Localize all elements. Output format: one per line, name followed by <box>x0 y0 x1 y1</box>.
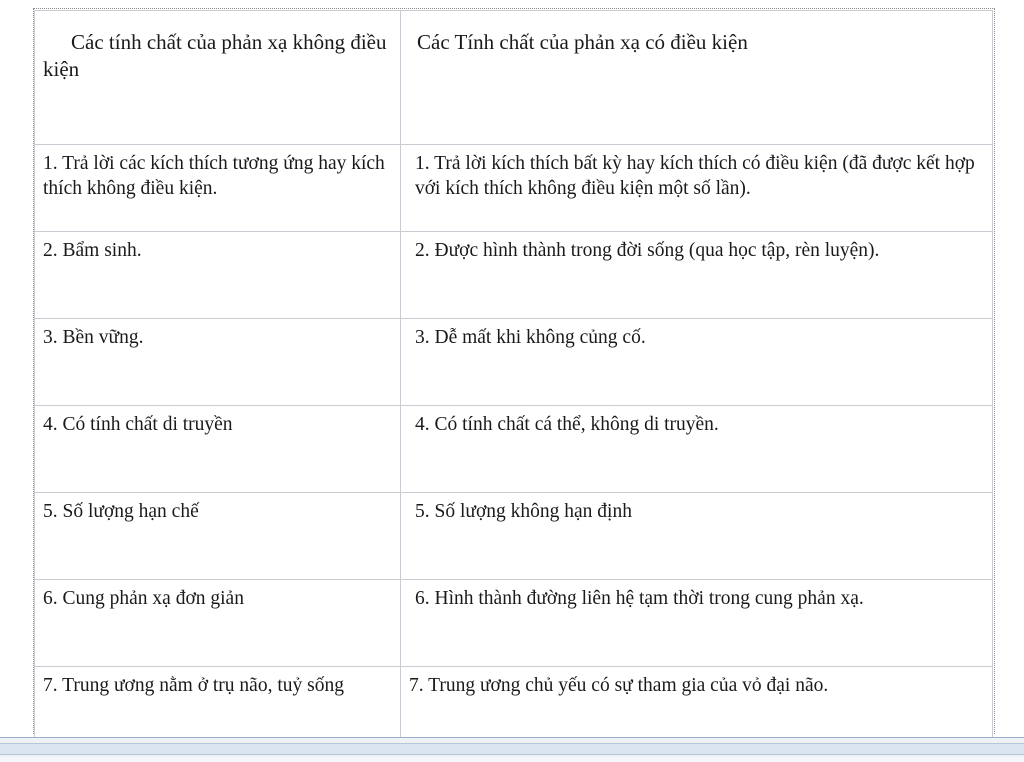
comparison-table[interactable] <box>34 10 993 738</box>
chrome-accent-band <box>0 743 1024 755</box>
header-label-unconditioned: Các tính chất của phản xạ không điều kiện <box>43 30 387 81</box>
table-row <box>35 406 993 493</box>
row-1-left: 1. Trả lời các kích thích tương ứng hay kích thích không điều kiện. <box>35 145 401 232</box>
row-5-left: 5. Số lượng hạn chế <box>35 493 401 580</box>
row-2-right: 2. Được hình thành trong đời sống (qua học tập, rèn luyện). <box>401 232 993 319</box>
row-3-left: 3. Bền vững. <box>35 319 401 406</box>
row-2-left: 2. Bẩm sinh. <box>35 232 401 319</box>
row-4-right: 4. Có tính chất cá thể, không di truyền. <box>401 406 993 493</box>
row-4-left: 4. Có tính chất di truyền <box>35 406 401 493</box>
table-row <box>35 667 993 739</box>
window-bottom-chrome <box>0 737 1024 762</box>
row-1-right: 1. Trả lời kích thích bất kỳ hay kích thích có điều kiện (đã được kết hợp với kích thích không điều kiện một số lần). <box>401 145 993 232</box>
table-row <box>35 580 993 667</box>
row-6-right: 6. Hình thành đường liên hệ tạm thời trong cung phản xạ. <box>401 580 993 667</box>
chrome-accent-line <box>0 757 1024 762</box>
row-5-right: 5. Số lượng không hạn định <box>401 493 993 580</box>
header-label-conditioned: Các Tính chất của phản xạ có điều kiện <box>417 30 748 54</box>
table-row <box>35 232 993 319</box>
row-7-right: 7. Trung ương chủ yếu có sự tham gia của vỏ đại não. <box>401 667 993 739</box>
table-header-cell-right <box>401 11 993 145</box>
table-header-cell-left <box>35 11 401 145</box>
table-row <box>35 145 993 232</box>
table-row <box>35 319 993 406</box>
text-boundary-top <box>33 8 995 9</box>
row-6-left: 6. Cung phản xạ đơn giản <box>35 580 401 667</box>
table-row <box>35 493 993 580</box>
row-3-right: 3. Dễ mất khi không củng cố. <box>401 319 993 406</box>
row-7-left: 7. Trung ương nằm ở trụ não, tuỷ sống <box>35 667 401 739</box>
table-header-row <box>35 11 993 145</box>
